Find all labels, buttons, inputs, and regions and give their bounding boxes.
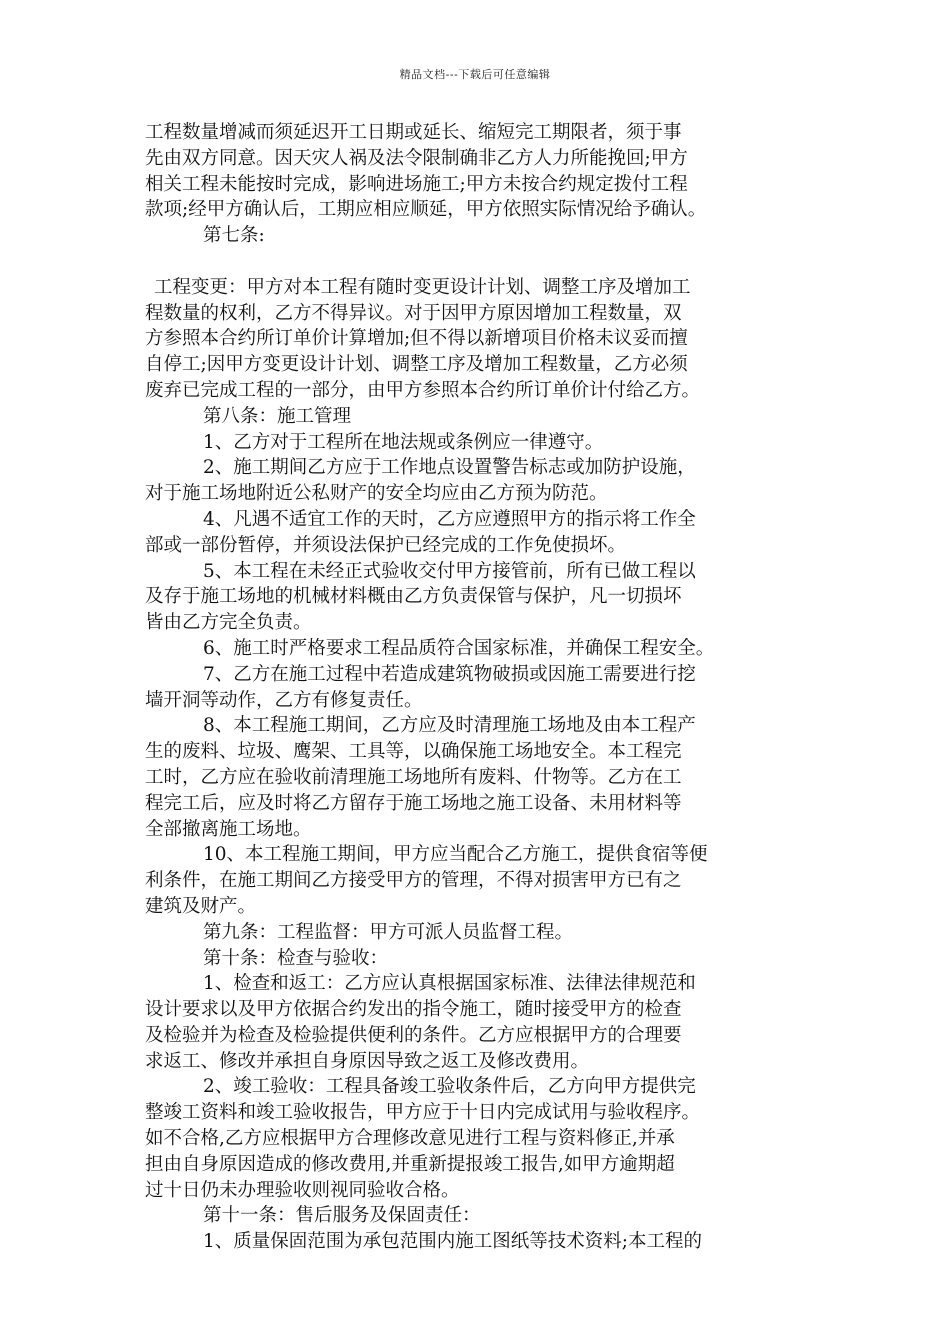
text-line: 程数量的权利，乙方不得异议。对于因甲方原因增加工程数量，双 (145, 302, 682, 324)
text-line: 自停工;因甲方变更设计计划、调整工序及增加工程数量，乙方必须 (145, 354, 688, 376)
text-line: 及存于施工场地的机械材料概由乙方负责保管与保护，凡一切损坏 (145, 586, 682, 608)
text-line: 如不合格,乙方应根据甲方合理修改意见进行工程与资料修正,并承 (145, 1128, 675, 1150)
text-line: 方参照本合约所订单价计算增加;但不得以新增项目价格未议妥而擅 (145, 328, 688, 350)
text-line: 皆由乙方完全负责。 (145, 612, 312, 634)
text-line: 利条件，在施工期间乙方接受甲方的管理，不得对损害甲方已有之 (145, 870, 682, 892)
text-line: 10、本工程施工期间，甲方应当配合乙方施工，提供食宿等便 (203, 844, 708, 866)
text-line: 5、本工程在未经正式验收交付甲方接管前，所有已做工程以 (203, 560, 696, 582)
text-line: 2、竣工验收：工程具备竣工验收条件后，乙方向甲方提供完 (203, 1076, 696, 1098)
text-line: 废弃已完成工程的一部分，由甲方参照本合约所订单价计付给乙方。 (145, 379, 701, 401)
text-line: 及检验并为检查及检验提供便利的条件。乙方应根据甲方的合理要 (145, 1024, 682, 1046)
text-line: 第十条：检查与验收： (203, 947, 389, 969)
text-line: 4、凡遇不适宜工作的天时，乙方应遵照甲方的指示将工作全 (203, 508, 696, 530)
text-line: 建筑及财产。 (145, 895, 257, 917)
text-line: 部或一部份暂停，并须设法保护已经完成的工作免使损坏。 (145, 534, 627, 556)
text-line: 相关工程未能按时完成，影响进场施工;甲方未按合约规定拨付工程 (145, 173, 688, 195)
text-line: 2、施工期间乙方应于工作地点设置警告标志或加防护设施， (203, 457, 696, 479)
text-line: 第十一条：售后服务及保固责任： (203, 1205, 481, 1227)
blank-line (145, 249, 815, 275)
text-line: 担由自身原因造成的修改费用,并重新提报竣工报告,如甲方逾期超 (145, 1153, 675, 1175)
text-line: 对于施工场地附近公私财产的安全均应由乙方预为防范。 (145, 483, 608, 505)
text-line: 7、乙方在施工过程中若造成建筑物破损或因施工需要进行挖 (203, 663, 696, 685)
text-line: 第九条：工程监督：甲方可派人员监督工程。 (203, 921, 574, 943)
text-line: 求返工、修改并承担自身原因导致之返工及修改费用。 (145, 1050, 590, 1072)
text-line: 程完工后，应及时将乙方留存于施工场地之施工设备、未用材料等 (145, 792, 682, 814)
text-line: 第七条: (203, 225, 265, 247)
text-line: 整竣工资料和竣工验收报告，甲方应于十日内完成试用与验收程序。 (145, 1102, 701, 1124)
text-line: 设计要求以及甲方依据合约发出的指令施工，随时接受甲方的检查 (145, 999, 682, 1021)
text-line: 8、本工程施工期间，乙方应及时清理施工场地及由本工程产 (203, 715, 696, 737)
text-line: 工时，乙方应在验收前清理施工场地所有废料、什物等。乙方在工 (145, 766, 682, 788)
text-line: 6、施工时严格要求工程品质符合国家标准，并确保工程安全。 (203, 637, 715, 659)
text-line: 工程变更：甲方对本工程有随时变更设计计划、调整工序及增加工 (154, 276, 691, 298)
text-line: 生的废料、垃圾、鹰架、工具等，以确保施工场地安全。本工程完 (145, 741, 682, 763)
page-header: 精品文档---下载后可任意编辑 (399, 68, 551, 81)
text-line: 先由双方同意。因天灾人祸及法令限制确非乙方人力所能挽回;甲方 (145, 147, 688, 169)
text-line: 墙开洞等动作，乙方有修复责任。 (145, 689, 423, 711)
text-line: 全部撤离施工场地。 (145, 818, 312, 840)
text-line: 第八条：施工管理 (203, 405, 352, 427)
text-line: 款项;经甲方确认后，工期应相应顺延，甲方依照实际情况给予确认。 (145, 199, 707, 221)
text-line: 1、乙方对于工程所在地法规或条例应一律遵守。 (203, 431, 604, 453)
text-line: 1、质量保固范围为承包范围内施工图纸等技术资料;本工程的 (203, 1231, 703, 1253)
text-line: 1、检查和返工：乙方应认真根据国家标准、法律法律规范和 (203, 973, 696, 995)
document-body (145, 120, 815, 1255)
text-line: 工程数量增减而须延迟开工日期或延长、缩短完工期限者，须于事 (145, 122, 682, 143)
text-line: 过十日仍未办理验收则视同验收合格。 (145, 1179, 460, 1201)
